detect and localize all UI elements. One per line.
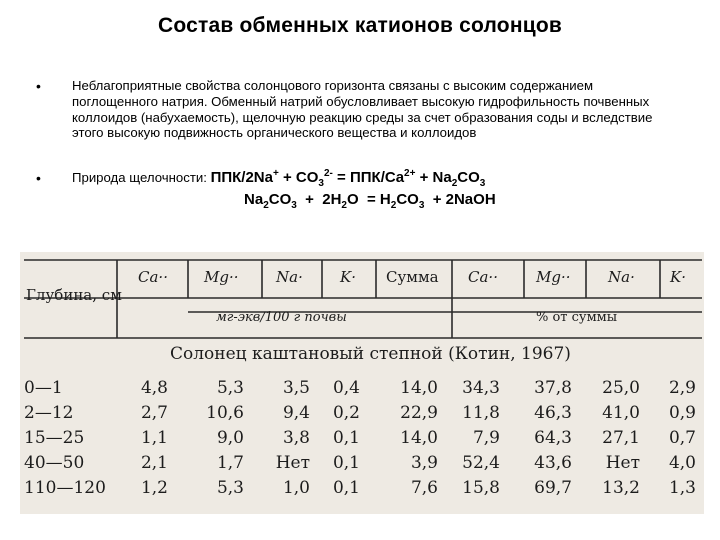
value-cell: 9,0: [216, 428, 244, 448]
col-header: K·: [670, 268, 686, 286]
value-cell: 5,3: [216, 378, 244, 398]
value-cell: 52,4: [462, 453, 500, 473]
value-cell: 34,3: [462, 378, 500, 398]
unit-right: % от суммы: [536, 310, 618, 325]
value-cell: 15,8: [462, 478, 500, 498]
col-header: Na·: [276, 268, 303, 286]
col-header: Ca··: [468, 268, 498, 286]
value-cell: 37,8: [534, 378, 572, 398]
value-cell: 43,6: [534, 453, 572, 473]
value-cell: 41,0: [602, 403, 640, 423]
value-cell: 0,1: [332, 453, 360, 473]
depth-cell: 0—1: [24, 378, 63, 398]
value-cell: 5,3: [216, 478, 244, 498]
section-title: Солонец каштановый степной (Котин, 1967): [170, 344, 571, 364]
value-cell: 1,1: [140, 428, 168, 448]
value-cell: 2,9: [668, 378, 696, 398]
value-cell: 10,6: [206, 403, 244, 423]
value-cell: 0,9: [668, 403, 696, 423]
col-header: Na·: [608, 268, 635, 286]
value-cell: 14,0: [400, 378, 438, 398]
value-cell: 2,1: [140, 453, 168, 473]
bullet-text: Неблагоприятные свойства солонцового горизонта связаны с высоким содержанием поглощенного натрия. Обменный натрий обусловливает высокую гидрофильность почвенных коллоидов (набухаемость), щелочную реакцию среды за счет образования соды и вследствие этого высокую подвижность органического вещества и коллоидов: [72, 78, 653, 141]
value-cell: 7,6: [410, 478, 438, 498]
value-cell: 22,9: [400, 403, 438, 423]
value-cell: 13,2: [602, 478, 640, 498]
equation-1: $ППК/2Na^+ + CO_3^{2-} = ППК/Ca^{2+} + Na_2CO_3$: [210, 168, 486, 189]
value-cell: 1,3: [668, 478, 696, 498]
value-cell: 27,1: [602, 428, 640, 448]
col-header: K·: [340, 268, 356, 286]
value-cell: 0,1: [332, 428, 360, 448]
value-cell: Нет: [605, 453, 640, 473]
value-cell: 1,2: [140, 478, 168, 498]
value-cell: 4,8: [140, 378, 168, 398]
value-cell: 3,8: [282, 428, 310, 448]
depth-cell: 15—25: [24, 428, 85, 448]
value-cell: 0,2: [332, 403, 360, 423]
value-cell: 1,0: [282, 478, 310, 498]
value-cell: 4,0: [668, 453, 696, 473]
slide-title: Состав обменных катионов солонцов: [158, 14, 562, 37]
bullet-mark: •: [36, 78, 41, 94]
bullet-mark: •: [36, 170, 41, 186]
value-cell: 0,1: [332, 478, 360, 498]
col-header: Mg··: [536, 268, 571, 286]
alkalinity-line: [72, 168, 712, 189]
value-cell: 3,5: [282, 378, 310, 398]
depth-cell: 2—12: [24, 403, 74, 423]
equation-2: $Na_2CO_3 + 2H_2O = H_2CO_3$ + 2NaOH: [244, 191, 496, 211]
value-cell: 3,9: [410, 453, 438, 473]
value-cell: 0,4: [332, 378, 360, 398]
depth-cell: 110—120: [24, 478, 106, 498]
value-cell: 14,0: [400, 428, 438, 448]
alkalinity-label: Природа щелочности:: [72, 170, 207, 185]
value-cell: 1,7: [216, 453, 244, 473]
value-cell: 0,7: [668, 428, 696, 448]
value-cell: 7,9: [472, 428, 500, 448]
value-cell: 9,4: [282, 403, 310, 423]
value-cell: 64,3: [534, 428, 572, 448]
value-cell: 69,7: [534, 478, 572, 498]
unit-left: мг-экв/100 г почвы: [216, 310, 347, 325]
depth-header: Глубина, см: [26, 286, 122, 304]
scanned-table: [20, 252, 704, 514]
col-header: Mg··: [204, 268, 239, 286]
value-cell: 11,8: [462, 403, 500, 423]
value-cell: 2,7: [140, 403, 168, 423]
value-cell: Нет: [275, 453, 310, 473]
col-header: Ca··: [138, 268, 168, 286]
col-header: Сумма: [386, 268, 439, 286]
depth-cell: 40—50: [24, 453, 85, 473]
value-cell: 46,3: [534, 403, 572, 423]
value-cell: 25,0: [602, 378, 640, 398]
